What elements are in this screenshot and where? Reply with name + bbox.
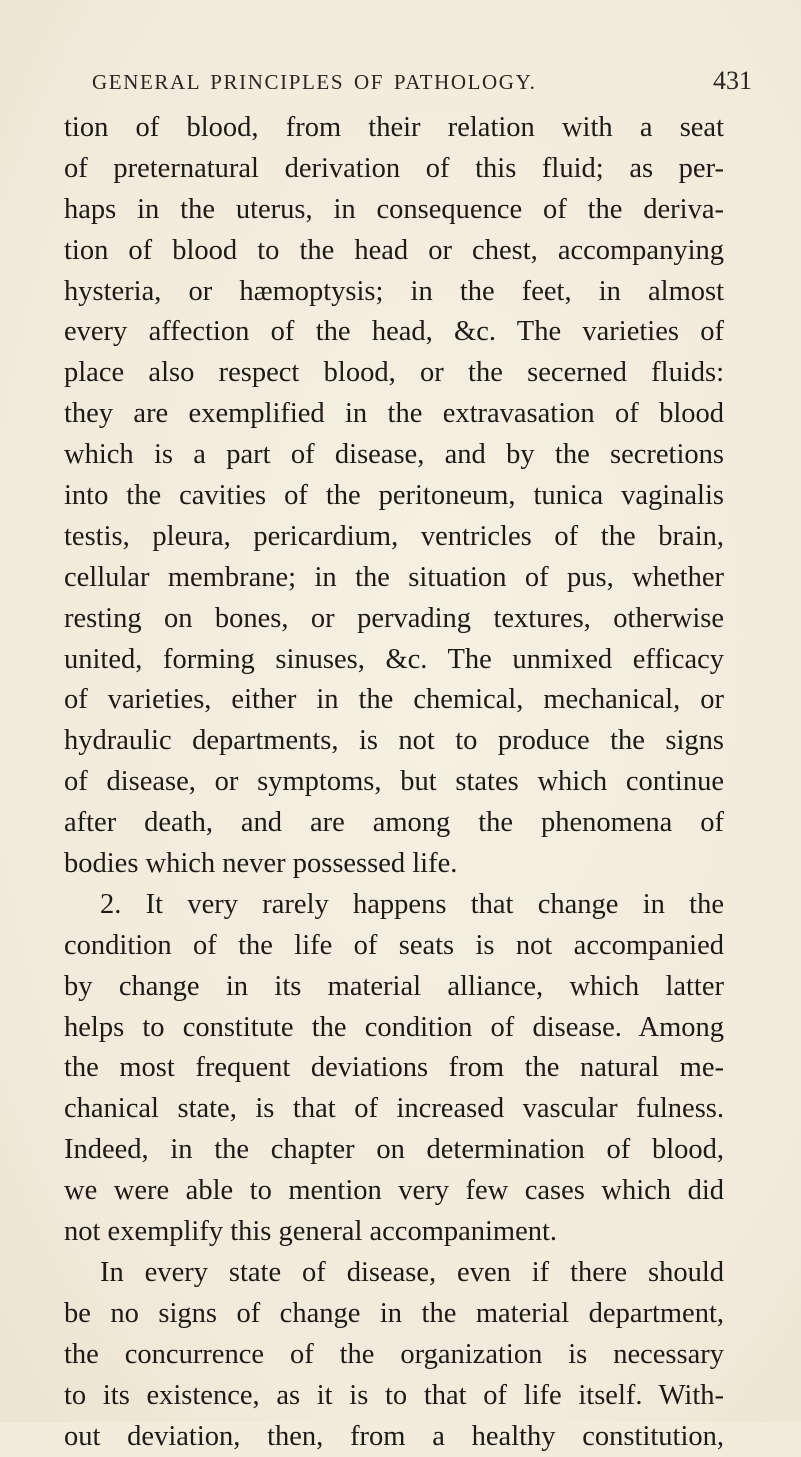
text-line: hysteria, or hæmoptysis; in the feet, in almost	[64, 272, 724, 313]
text-line: tion of blood to the head or chest, accompanying	[64, 231, 724, 272]
text-line: cellular membrane; in the situation of pus, whether	[64, 558, 724, 599]
text-line: of varieties, either in the chemical, mechanical, or	[64, 680, 724, 721]
text-line: helps to constitute the condition of disease. Among	[64, 1008, 724, 1049]
text-line: we were able to mention very few cases which did	[64, 1171, 724, 1212]
page-number: 431	[713, 66, 752, 96]
text-line: be no signs of change in the material department,	[64, 1294, 724, 1335]
text-line: chanical state, is that of increased vascular fulness.	[64, 1089, 724, 1130]
text-line: which is a part of disease, and by the secretions	[64, 435, 724, 476]
text-line: into the cavities of the peritoneum, tunica vaginalis	[64, 476, 724, 517]
text-line: by change in its material alliance, which latter	[64, 967, 724, 1008]
paragraph-start-line: 2. It very rarely happens that change in the	[64, 885, 724, 926]
paragraph-start-line: In every state of disease, even if there should	[64, 1253, 724, 1294]
text-line: of disease, or symptoms, but states which continue	[64, 762, 724, 803]
text-line: tion of blood, from their relation with a seat	[64, 108, 724, 149]
text-line: united, forming sinuses, &c. The unmixed efficacy	[64, 640, 724, 681]
text-line: out deviation, then, from a healthy constitution,	[64, 1417, 724, 1457]
text-line: after death, and are among the phenomena of	[64, 803, 724, 844]
text-line: of preternatural derivation of this fluid; as per-	[64, 149, 724, 190]
text-line: resting on bones, or pervading textures, otherwise	[64, 599, 724, 640]
text-line: place also respect blood, or the secerned fluids:	[64, 353, 724, 394]
text-line: Indeed, in the chapter on determination of blood,	[64, 1130, 724, 1171]
text-line: condition of the life of seats is not accompanied	[64, 926, 724, 967]
paragraph-end-line: not exemplify this general accompaniment.	[64, 1212, 724, 1253]
body-text	[64, 108, 724, 1457]
running-head	[92, 70, 752, 110]
text-line: the concurrence of the organization is necessary	[64, 1335, 724, 1376]
text-line: the most frequent deviations from the natural me-	[64, 1048, 724, 1089]
text-line: to its existence, as it is to that of life itself. With-	[64, 1376, 724, 1417]
running-title: GENERAL PRINCIPLES OF PATHOLOGY.	[92, 70, 536, 95]
text-line: haps in the uterus, in consequence of the deriva-	[64, 190, 724, 231]
text-line: testis, pleura, pericardium, ventricles of the brain,	[64, 517, 724, 558]
paragraph-end-line: bodies which never possessed life.	[64, 844, 724, 885]
text-line: every affection of the head, &c. The varieties of	[64, 312, 724, 353]
text-line: hydraulic departments, is not to produce the signs	[64, 721, 724, 762]
text-line: they are exemplified in the extravasation of blood	[64, 394, 724, 435]
